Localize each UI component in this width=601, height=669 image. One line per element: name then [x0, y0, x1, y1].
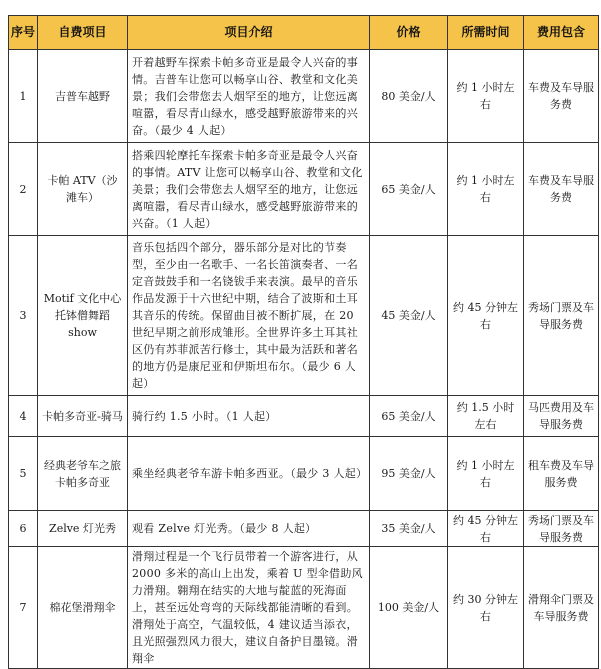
- row-index: 2: [9, 143, 38, 236]
- row-duration: 约 1 小时左右: [448, 143, 524, 236]
- row-intro: 乘坐经典老爷车游卡帕多西亚。（最少 3 人起）: [128, 437, 370, 511]
- row-index: 4: [9, 396, 38, 437]
- row-includes: 秀场门票及车导服务费: [524, 511, 599, 547]
- row-index: 5: [9, 437, 38, 511]
- table-row: [9, 511, 599, 547]
- self-pay-items-table: [8, 15, 599, 669]
- row-index: 3: [9, 236, 38, 396]
- row-price: 80 美金/人: [370, 50, 448, 143]
- row-includes: 马匹费用及车导服务费: [524, 396, 599, 437]
- table-row: [9, 437, 599, 511]
- table-row: [9, 50, 599, 143]
- header-price: 价格: [370, 16, 448, 50]
- row-index: 7: [9, 547, 38, 669]
- row-price: 95 美金/人: [370, 437, 448, 511]
- header-intro: 项目介绍: [128, 16, 370, 50]
- row-intro: 搭乘四轮摩托车探索卡帕多奇亚是最令人兴奋的事情。ATV 让您可以畅享山谷、教堂和文化美景；我们会带您去人烟罕至的地方，让您远离喧嚣，看尽青山绿水，感受越野旅游带来的兴奋。（1 人起）: [128, 143, 370, 236]
- row-price: 65 美金/人: [370, 396, 448, 437]
- row-includes: 车费及车导服务费: [524, 143, 599, 236]
- row-index: 1: [9, 50, 38, 143]
- header-index: 序号: [9, 16, 38, 50]
- header-includes: 费用包含: [524, 16, 599, 50]
- row-intro: 滑翔过程是一个飞行员带着一个游客进行，从 2000 多米的高山上出发，乘着 U 型伞借助风力滑翔。翱翔在结实的大地与靛蓝的死海面上，甚至远处弯弯的天际线都能清晰的看到。滑翔处于高空，气温较低，4 建议适当添衣，且光照强烈风力很大，建议自备护目墨镜。滑翔伞: [128, 547, 370, 669]
- row-includes: 租车费及车导服务费: [524, 437, 599, 511]
- row-duration: 约 45 分钟左右: [448, 236, 524, 396]
- row-duration: 约 30 分钟左右: [448, 547, 524, 669]
- row-duration: 约 1 小时左右: [448, 50, 524, 143]
- row-item: 吉普车越野: [38, 50, 128, 143]
- row-duration: 约 45 分钟左右: [448, 511, 524, 547]
- row-includes: 滑翔伞门票及车导服务费: [524, 547, 599, 669]
- row-includes: 秀场门票及车导服务费: [524, 236, 599, 396]
- row-item: 棉花堡滑翔伞: [38, 547, 128, 669]
- row-item: Zelve 灯光秀: [38, 511, 128, 547]
- table-row: [9, 396, 599, 437]
- table-row: [9, 236, 599, 396]
- row-price: 100 美金/人: [370, 547, 448, 669]
- row-includes: 车费及车导服务费: [524, 50, 599, 143]
- row-item: 卡帕 ATV（沙滩车）: [38, 143, 128, 236]
- table-header-row: [9, 16, 599, 50]
- row-duration: 约 1 小时左右: [448, 437, 524, 511]
- table-row: [9, 547, 599, 669]
- row-price: 35 美金/人: [370, 511, 448, 547]
- row-duration: 约 1.5 小时左右: [448, 396, 524, 437]
- header-duration: 所需时间: [448, 16, 524, 50]
- row-intro: 音乐包括四个部分，器乐部分是对比的节奏型，至少由一名歌手、一名长笛演奏者、一名定音鼓鼓手和一名铙钹手来表演。最早的音乐作品发源于十六世纪中期，结合了波斯和土耳其音乐的传统。保留曲目被不断扩展，在 20 世纪早期之前形成雏形。全世界许多土耳其社区仍有苏菲派苦行修士，其中最为活跃和著名的地方仍是康尼亚和伊斯坦布尔。（最少 6 人起）: [128, 236, 370, 396]
- header-item: 自费项目: [38, 16, 128, 50]
- row-index: 6: [9, 511, 38, 547]
- row-item: 经典老爷车之旅卡帕多奇亚: [38, 437, 128, 511]
- row-intro: 骑行约 1.5 小时。（1 人起）: [128, 396, 370, 437]
- row-intro: 开着越野车探索卡帕多奇亚是最令人兴奋的事情。吉普车让您可以畅享山谷、教堂和文化美景；我们会带您去人烟罕至的地方，让您远离喧嚣，看尽青山绿水，感受越野旅游带来的兴奋。（最少 4 人起）: [128, 50, 370, 143]
- table-row: [9, 143, 599, 236]
- row-price: 65 美金/人: [370, 143, 448, 236]
- row-item: 卡帕多奇亚-骑马: [38, 396, 128, 437]
- row-item: Motif 文化中心托钵僧舞蹈 show: [38, 236, 128, 396]
- row-intro: 观看 Zelve 灯光秀。（最少 8 人起）: [128, 511, 370, 547]
- row-price: 45 美金/人: [370, 236, 448, 396]
